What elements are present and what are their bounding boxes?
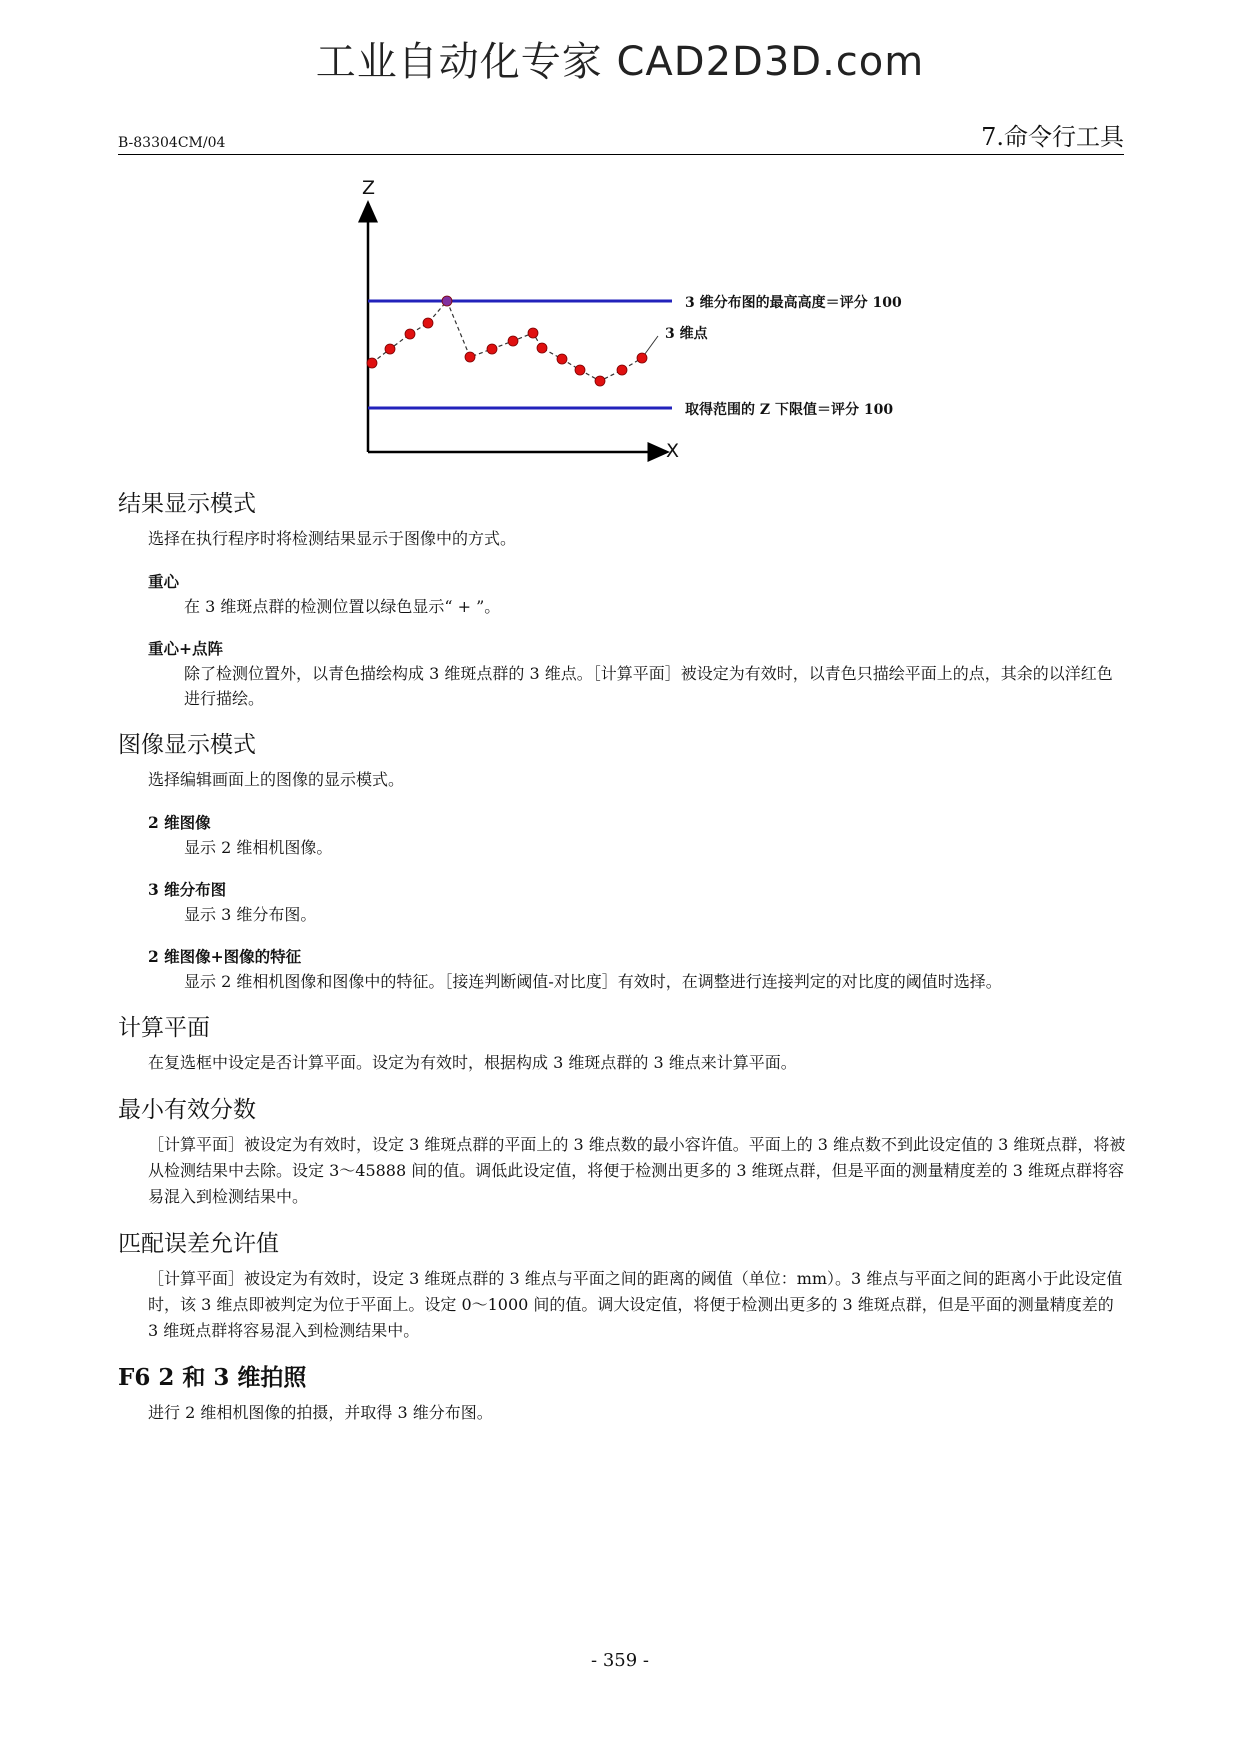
subsection-2d-image: [148, 811, 1128, 860]
data-point: [385, 344, 395, 354]
z-axis-label: Z: [362, 177, 376, 199]
section-body: 选择在执行程序时将检测结果显示于图像中的方式。: [148, 529, 517, 548]
data-point: [595, 376, 605, 386]
point-trend-line: [372, 301, 642, 381]
data-point: [528, 328, 538, 338]
subsection-body: 显示 2 维相机图像。: [184, 838, 333, 857]
subsection-centroid: [148, 570, 1128, 619]
section-compute-plane: [118, 1012, 1128, 1076]
section-body: ［计算平面］被设定为有效时，设定 3 维斑点群的 3 维点与平面之间的距离的阈值（单位：mm）。3 维点与平面之间的距离小于此设定值时，该 3 维点即被判定为位于平面上。设定 0～1000 间的值。调大设定值，将便于检测出更多的 3 维斑点群，但是平面的测量精度差的 3 维斑点群将容易混入到检测结果中。: [148, 1269, 1123, 1340]
subsection-title: 3 维分布图: [148, 880, 227, 899]
data-point: [508, 336, 518, 346]
chapter-title: 7.命令行工具: [981, 123, 1124, 151]
subsection-title: 2 维图像: [148, 813, 211, 832]
data-point: [637, 353, 647, 363]
section-image-display-mode: [118, 729, 1128, 994]
data-point-peak: [442, 296, 452, 306]
page-header: [118, 118, 1124, 155]
main-content: [118, 488, 1128, 1436]
data-point: [487, 344, 497, 354]
section-body: ［计算平面］被设定为有效时，设定 3 维斑点群的平面上的 3 维点数的最小容许值。平面上的 3 维点数不到此设定值的 3 维斑点群，将被从检测结果中去除。设定 3～45888 间的值。调低此设定值，将便于检测出更多的 3 维斑点群，但是平面的测量精度差的 3 维斑点群将容易混入到检测结果中。: [148, 1135, 1126, 1206]
subsection-centroid-points: [148, 637, 1128, 711]
subsection-body: 在 3 维斑点群的检测位置以绿色显示“ + ”。: [184, 597, 501, 616]
figure-drawing: [330, 180, 970, 470]
subsection-3d-map: [148, 878, 1128, 927]
z-distribution-figure: [330, 177, 970, 470]
upper-limit-label: 3 维分布图的最高高度＝评分 100: [685, 295, 902, 311]
section-title: F6 2 和 3 维拍照: [118, 1364, 307, 1391]
lower-limit-label: 取得范围的 Z 下限值＝评分 100: [685, 402, 894, 418]
subsection-body: 显示 2 维相机图像和图像中的特征。［接连判断阈值-对比度］有效时，在调整进行连接判定的对比度的阈值时选择。: [184, 972, 1002, 991]
section-result-display-mode: [118, 488, 1128, 711]
data-point: [465, 352, 475, 362]
section-title: 计算平面: [118, 1015, 210, 1041]
data-points: [367, 296, 647, 386]
watermark-title: 工业自动化专家 CAD2D3D.com: [315, 39, 925, 85]
section-min-valid-score: [118, 1094, 1128, 1210]
data-point: [575, 365, 585, 375]
section-title: 图像显示模式: [118, 732, 256, 758]
subsection-body: 显示 3 维分布图。: [184, 905, 317, 924]
section-body: 在复选框中设定是否计算平面。设定为有效时，根据构成 3 维斑点群的 3 维点来计算平面。: [148, 1053, 797, 1072]
section-title: 最小有效分数: [118, 1097, 256, 1123]
subsection-2d-image-features: [148, 945, 1128, 994]
document-id: B-83304CM/04: [118, 135, 226, 151]
data-point: [617, 365, 627, 375]
subsection-body: 除了检测位置外，以青色描绘构成 3 维斑点群的 3 维点。［计算平面］被设定为有效时，以青色只描绘平面上的点，其余的以洋红色进行描绘。: [184, 664, 1113, 708]
subsection-title: 重心+点阵: [148, 639, 223, 658]
section-body: 选择编辑画面上的图像的显示模式。: [148, 770, 405, 789]
point-label: 3 维点: [665, 326, 708, 342]
section-body: 进行 2 维相机图像的拍摄，并取得 3 维分布图。: [148, 1403, 493, 1422]
section-match-error-tolerance: [118, 1228, 1128, 1344]
section-title: 匹配误差允许值: [118, 1231, 279, 1257]
data-point: [537, 343, 547, 353]
data-point: [367, 358, 377, 368]
data-point: [557, 354, 567, 364]
subsection-title: 2 维图像+图像的特征: [148, 947, 302, 966]
data-point: [405, 329, 415, 339]
page-number: - 359 -: [591, 1650, 649, 1671]
x-axis-label: X: [666, 440, 680, 462]
data-point: [423, 318, 433, 328]
section-f6-capture: [118, 1362, 1128, 1426]
section-title: 结果显示模式: [118, 491, 256, 517]
subsection-title: 重心: [148, 572, 180, 591]
